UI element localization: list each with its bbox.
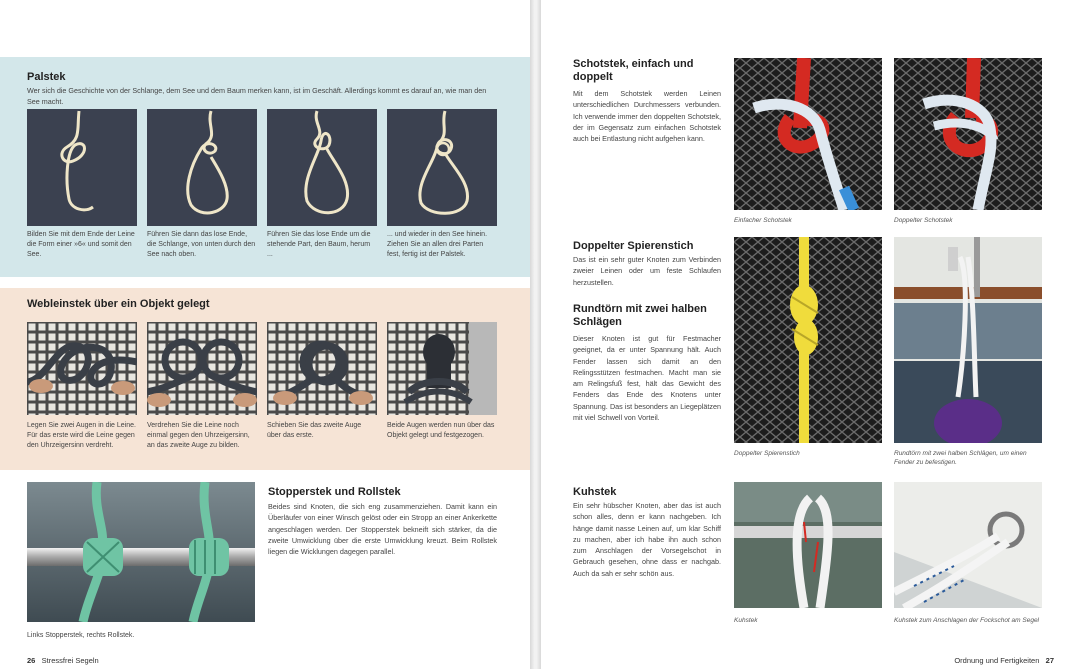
rundtoern-body: Dieser Knoten ist gut für Festmacher geeignet, da er unter Spannung hält. Auch Fender lassen sich damit an den Relingsstützen festmachen. Macht man sie am Relingsfuß fest, hält das Gewicht des Fenders das Ende des Knotens unter Spannung. Das ist besonders an Liegeplätzen mit viel Schwell von Vorteil.	[573, 334, 721, 423]
palstek-title: Palstek	[27, 71, 66, 83]
right-page-number: 27	[1045, 656, 1054, 665]
kuhstek-photo	[734, 482, 882, 608]
webleinstek-step1-photo	[27, 322, 137, 415]
webleinstek-step4-photo	[387, 322, 497, 415]
rundtoern-fender-photo	[894, 237, 1042, 443]
webleinstek-step2-caption: Verdrehen Sie die Leine noch einmal gegen den Uhrzeigersinn, an das zweite Auge zu bilden.	[147, 422, 250, 449]
right-page	[541, 0, 1068, 669]
palstek-intro: Wer sich die Geschichte von der Schlange, dem See und dem Baum merken kann, ist im Geschäft. Allerdings kommt es darauf an, wie man den See macht.	[27, 86, 487, 106]
doppelter-spierenstich-caption: Doppelter Spierenstich	[734, 450, 800, 457]
palstek-step2-caption: Führen Sie dann das lose Ende, die Schlange, von unten durch den See nach oben.	[147, 231, 256, 258]
spierenstich-body: Das ist ein sehr guter Knoten zum Verbinden zweier Leinen oder um feste Schlaufen herzustellen.	[573, 255, 721, 287]
kuhstek-fockschot-caption: Kuhstek zum Anschlagen der Fockschot am Segel	[894, 617, 1039, 624]
palstek-step4-photo	[387, 109, 497, 226]
kuhstek-body: Ein sehr hübscher Knoten, aber das ist auch schon alles, denn er kann nachgeben. Ich hänge damit nasse Leinen auf, um klar Schiff zu machen, aber ich habe ihn auch schon zum Anschlagen der Vorsegelschot in Gebrauch gesehen, ohne dass er nachgab. Auch da sah er sehr schön aus.	[573, 501, 721, 578]
webleinstek-step3-caption: Schieben Sie das zweite Auge über das erste.	[267, 422, 362, 439]
spierenstich-title: Doppelter Spierenstich	[573, 240, 694, 252]
right-folio	[954, 656, 1054, 665]
left-running-title: Stressfrei Segeln	[41, 656, 99, 665]
einfacher-schotstek-caption: Einfacher Schotstek	[734, 217, 792, 224]
rundtoern-caption: Rundtörn mit zwei halben Schlägen, um einen Fender zu befestigen.	[894, 450, 1027, 466]
doppelter-spierenstich-photo	[734, 237, 882, 443]
kuhstek-fockschot-photo	[894, 482, 1042, 608]
book-gutter	[530, 0, 541, 669]
stopperstek-rollstek-caption: Links Stopperstek, rechts Rollstek.	[27, 632, 135, 639]
palstek-step1-caption: Bilden Sie mit dem Ende der Leine die Form einer »6« und somit den See.	[27, 231, 135, 258]
schotstek-body: Mit dem Schotstek werden Leinen unterschiedlichen Durchmessers verbunden. Ich verwende immer den doppelten Schotstek, der im Gegensatz zum einfachen Schotstek auch bei Entlastung nicht aufgehen kann.	[573, 89, 721, 144]
doppelter-schotstek-photo	[894, 58, 1042, 210]
palstek-step3-caption: Führen Sie das lose Ende um die stehende Part, den Baum, herum ...	[267, 231, 371, 258]
webleinstek-step3-photo	[267, 322, 377, 415]
left-folio	[27, 656, 99, 665]
doppelter-schotstek-caption: Doppelter Schotstek	[894, 217, 953, 224]
webleinstek-step2-photo	[147, 322, 257, 415]
kuhstek-caption: Kuhstek	[734, 617, 758, 624]
palstek-step3-photo	[267, 109, 377, 226]
palstek-step1-photo	[27, 109, 137, 226]
palstek-step4-caption: ... und wieder in den See hinein. Ziehen Sie an allen drei Parten fest, fertig ist der Palstek.	[387, 231, 488, 258]
webleinstek-step1-caption: Legen Sie zwei Augen in die Leine. Für das erste wird die Leine gegen den Uhrzeigersinn verdreht.	[27, 422, 136, 449]
einfacher-schotstek-photo	[734, 58, 882, 210]
stopperstek-title: Stopperstek und Rollstek	[268, 486, 401, 498]
stopperstek-rollstek-photo	[27, 482, 255, 622]
left-page-number: 26	[27, 656, 36, 665]
schotstek-title: Schotstek, einfach und doppelt	[573, 58, 694, 83]
kuhstek-title: Kuhstek	[573, 486, 617, 498]
webleinstek-title: Webleinstek über ein Objekt gelegt	[27, 298, 210, 310]
rundtoern-title: Rundtörn mit zwei halben Schlägen	[573, 303, 707, 328]
left-page	[0, 0, 530, 669]
stopperstek-body: Beides sind Knoten, die sich eng zusammenziehen. Damit kann ein Überläufer von einer Winsch gelöst oder ein Stropp an einer Ankerkette angeschlagen werden. Der Stopperstek bekneift sich stärker, da die zweite Umwicklung über die erste Umwicklung kreuzt. Beim Rollstek liegen die Wicklungen dagegen parallel.	[268, 502, 497, 557]
right-running-title: Ordnung und Fertigkeiten	[954, 656, 1040, 665]
webleinstek-step4-caption: Beide Augen werden nun über das Objekt gelegt und festgezogen.	[387, 422, 495, 439]
palstek-step2-photo	[147, 109, 257, 226]
